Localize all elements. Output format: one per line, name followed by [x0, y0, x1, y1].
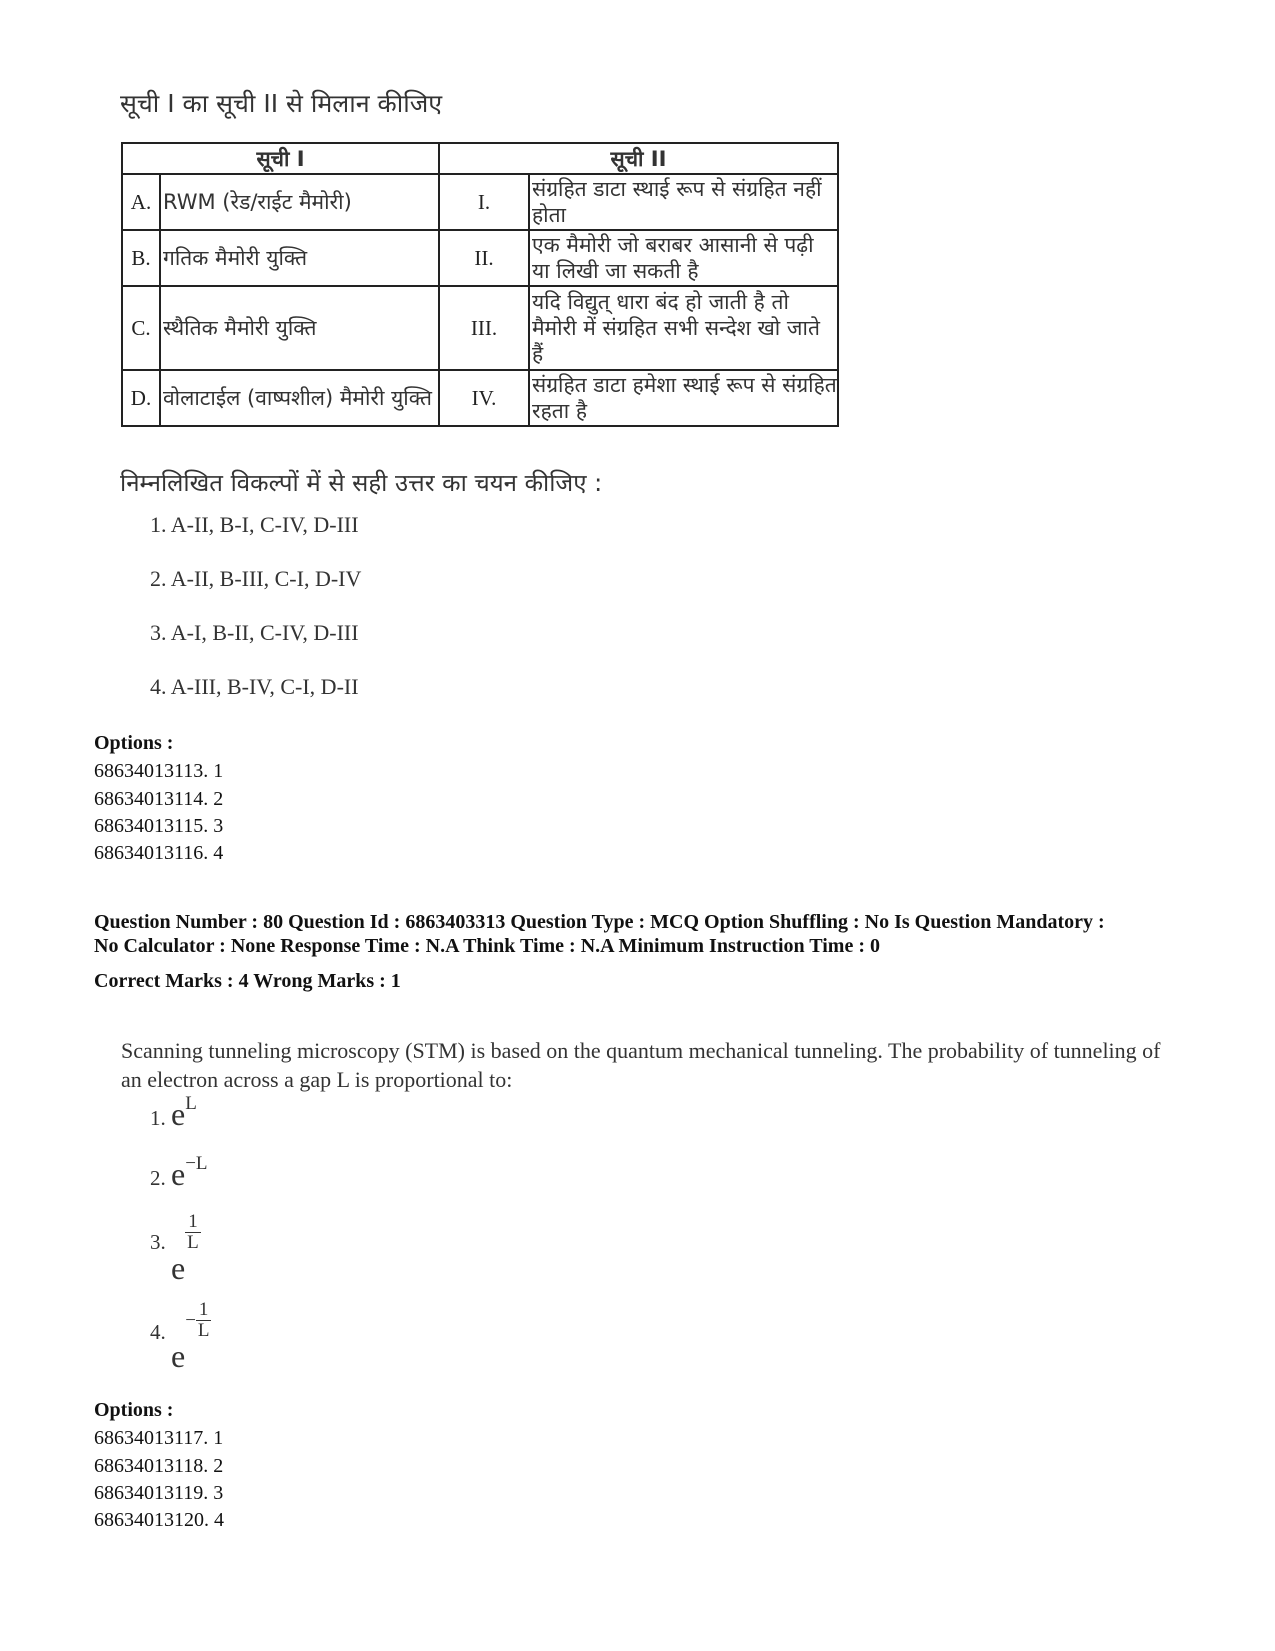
- answer-choice: [150, 1153, 208, 1193]
- answer-choice: 4. A-III, B-IV, C-I, D-II: [150, 674, 359, 699]
- row-roman: I.: [439, 174, 529, 230]
- option-id: 68634013114. 2: [94, 788, 224, 810]
- table-row: [122, 174, 838, 230]
- exp-fraction: [196, 1300, 212, 1341]
- answer-choice: 2. A-II, B-III, C-I, D-IV: [150, 566, 362, 591]
- exp-base: e: [171, 1156, 186, 1192]
- option-id: 68634013119. 3: [94, 1482, 224, 1504]
- exp-fraction: [185, 1212, 201, 1253]
- list2-item: एक मैमोरी जो बराबर आसानी से पढ़ी या लिखी जा सकती है: [529, 230, 838, 286]
- answer-choice: [150, 1212, 201, 1287]
- list1-item: वोलाटाईल (वाष्पशील) मैमोरी युक्ति: [160, 370, 439, 426]
- row-letter: C.: [122, 286, 160, 370]
- question-meta: [94, 910, 1244, 958]
- question-stem: Scanning tunneling microscopy (STM) is based on the quantum mechanical tunneling. The probability of tunneling of an electron across a gap L is proportional to:: [121, 1038, 1161, 1092]
- answer-choice: 1. A-II, B-I, C-IV, D-III: [150, 512, 359, 537]
- answer-choice: [150, 1300, 211, 1375]
- row-letter: A.: [122, 174, 160, 230]
- fraction-denominator: L: [187, 1232, 199, 1253]
- match-table: [121, 142, 839, 427]
- row-letter: D.: [122, 370, 160, 426]
- exp-base: e: [171, 1096, 186, 1132]
- exp-base: e: [171, 1338, 186, 1374]
- answer-choice: 3. A-I, B-II, C-IV, D-III: [150, 620, 359, 645]
- fraction-numerator: 1: [196, 1300, 212, 1321]
- list2-item: संग्रहित डाटा हमेशा स्थाई रूप से संग्रहित रहता है: [529, 370, 838, 426]
- choice-number: 1.: [150, 1106, 166, 1130]
- options-label: Options :: [94, 1399, 174, 1421]
- row-roman: III.: [439, 286, 529, 370]
- answer-choice: [150, 1093, 197, 1133]
- option-id: 68634013113. 1: [94, 760, 224, 782]
- exp-power: L: [185, 1093, 197, 1114]
- question-meta-line1: Question Number : 80 Question Id : 6863403313 Question Type : MCQ Option Shuffling : No Is Question Mandatory :: [94, 911, 1105, 933]
- list1-header: सूची I: [122, 143, 439, 174]
- choice-number: 2.: [150, 1166, 166, 1190]
- list2-item: संग्रहित डाटा स्थाई रूप से संग्रहित नहीं होता: [529, 174, 838, 230]
- options-label: Options :: [94, 732, 174, 754]
- choice-number: 3.: [150, 1230, 166, 1254]
- option-id: 68634013117. 1: [94, 1427, 224, 1449]
- table-row: [122, 286, 838, 370]
- exp-sign: −: [185, 1310, 196, 1331]
- row-roman: II.: [439, 230, 529, 286]
- option-id: 68634013115. 3: [94, 815, 224, 837]
- question-meta-line2: No Calculator : None Response Time : N.A Think Time : N.A Minimum Instruction Time : 0: [94, 935, 880, 957]
- table-header-row: [122, 143, 838, 174]
- exp-power: −L: [185, 1153, 208, 1174]
- marks-line: Correct Marks : 4 Wrong Marks : 1: [94, 970, 401, 992]
- table-row: [122, 230, 838, 286]
- row-roman: IV.: [439, 370, 529, 426]
- list1-item: RWM (रेड/राईट मैमोरी): [160, 174, 439, 230]
- list1-item: गतिक मैमोरी युक्ति: [160, 230, 439, 286]
- option-id: 68634013118. 2: [94, 1455, 224, 1477]
- fraction-denominator: L: [197, 1320, 210, 1341]
- question-heading: सूची I का सूची II से मिलान कीजिए: [120, 89, 443, 118]
- list2-header: सूची II: [439, 143, 838, 174]
- instruction-text: निम्नलिखित विकल्पों में से सही उत्तर का चयन कीजिए :: [120, 469, 603, 497]
- fraction-numerator: 1: [185, 1212, 201, 1233]
- option-id: 68634013120. 4: [94, 1509, 224, 1531]
- list1-item: स्थैतिक मैमोरी युक्ति: [160, 286, 439, 370]
- exp-base: e: [171, 1250, 186, 1286]
- list2-item: यदि विद्युत् धारा बंद हो जाती है तो मैमोरी में संग्रहित सभी सन्देश खो जाते हैं: [529, 286, 838, 370]
- option-id: 68634013116. 4: [94, 842, 224, 864]
- table-row: [122, 370, 838, 426]
- choice-number: 4.: [150, 1320, 166, 1344]
- row-letter: B.: [122, 230, 160, 286]
